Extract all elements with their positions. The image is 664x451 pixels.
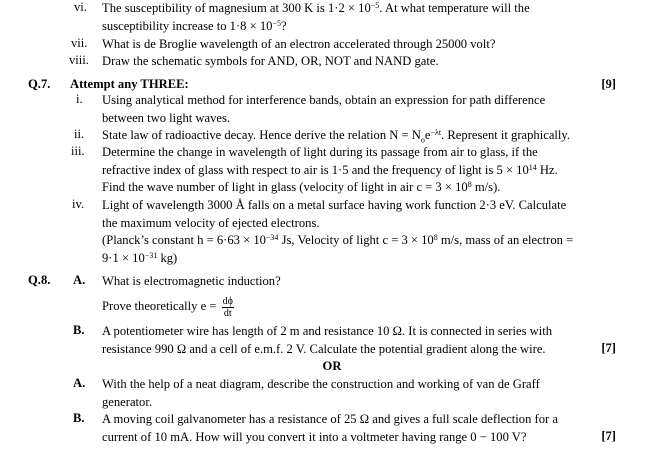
question-heading-q7: Attempt any THREE: (70, 77, 189, 91)
item-number-viii: viii. (69, 53, 89, 67)
item-text-ii: State law of radioactive decay. Hence derive the relation $N = N_oe^{-\lambda t}$. Represent it graphically. (102, 128, 571, 145)
marks-q7: [9] (601, 77, 616, 91)
part-label-b2: B. (73, 411, 85, 425)
question-label-q7: Q.7. (28, 77, 51, 91)
part-text-b1: A potentiometer wire has length of 2 m and resistance 10 Ω. It is connected in series with resistance 990 Ω and a cell of e.m.f. 2 V. Calculate the potential gradient along the wire. (102, 324, 553, 356)
item-text-vii: What is de Broglie wavelength of an electron accelerated through 25000 volt? (102, 37, 496, 51)
item-text-iv: Light of wavelength 3000 Å falls on a metal surface having work function 2·3 eV. Calculate the maximum velocity of ejected electrons. (Planck’s constant $h = 6\cdot 63 \times 10^{-34}$ Js, Velocity of light $c = 3 \times 10^8$ m/s, mass of an electron = $9\cdot 1 \times 10^{-31}$ kg) (102, 198, 574, 265)
part-text-a2: With the help of a neat diagram, describe the construction and working of van de Graff generator. (102, 377, 540, 409)
item-number-ii: ii. (74, 127, 85, 141)
part-label-a2: A. (73, 376, 86, 390)
marks-q8-first: [7] (601, 341, 616, 355)
item-number-vi: vi. (74, 0, 87, 14)
item-text-i: Using analytical method for interference bands, obtain an expression for path difference between two light waves. (102, 93, 546, 125)
item-number-i: i. (76, 92, 83, 106)
item-number-iii: iii. (71, 144, 85, 158)
question-label-q8: Q.8. (28, 273, 51, 287)
marks-q8-second: [7] (601, 429, 616, 443)
item-text-viii: Draw the schematic symbols for AND, OR, NOT and NAND gate. (102, 54, 439, 68)
item-text-iii: Determine the change in wavelength of light during its passage from air to glass, if the refractive index of glass with respect to air is 1·5 and the frequency of light is $5 \times 10^{14}$ Hz. Find the wave number of light in glass (velocity of light in air $c = 3 \times 10^8$ m/s). (102, 145, 558, 194)
part-label-b1: B. (73, 323, 85, 337)
item-number-vii: vii. (71, 36, 88, 50)
part-label-a1: A. (73, 273, 86, 287)
item-text-vi: The susceptibility of magnesium at 300 K is $1\cdot 2 \times 10^{-5}$. At what temperature will the susceptibility increase to $1\cdot 8 \times 10^{-5}$? (102, 1, 530, 33)
item-number-iv: iv. (72, 197, 85, 211)
dphi-dt-fraction: $\frac{d\phi}{dt}$ (222, 295, 233, 319)
part-text-a1: What is electromagnetic induction? Prove theoretically e = $\frac{d\phi}{dt}$ (102, 274, 281, 319)
or-divider: OR (322, 359, 342, 373)
part-text-b2: A moving coil galvanometer has a resistance of 25 Ω and gives a full scale deflection for a current of 10 mA. How will you convert it into a voltmeter having range 0 − 100 V? (102, 412, 558, 444)
